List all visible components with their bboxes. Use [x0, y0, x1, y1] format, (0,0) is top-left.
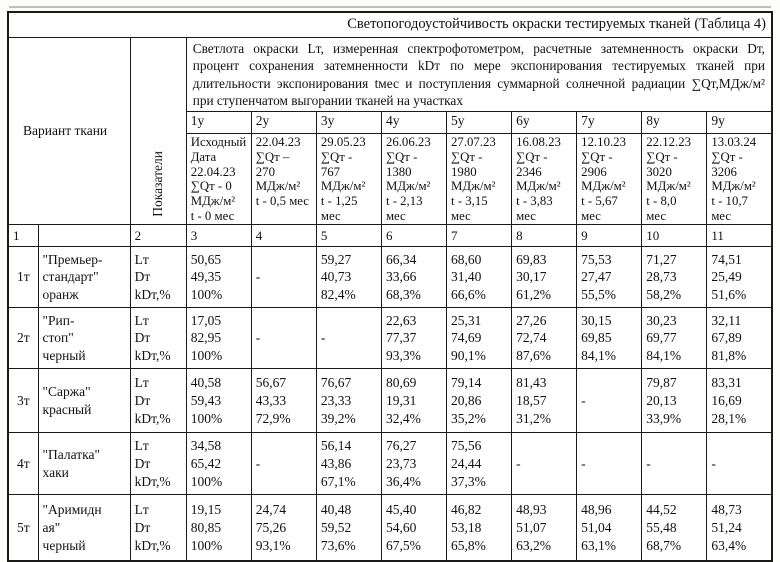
value-cell: 48,73 51,24 63,4%: [707, 495, 772, 561]
value-cell: -: [707, 433, 772, 495]
table-row: [8, 433, 772, 495]
value-cell: 68,60 31,40 66,6%: [447, 247, 512, 308]
value-cell: -: [251, 247, 316, 308]
table-row: [8, 247, 772, 308]
value-cell: 22,63 77,37 93,3%: [381, 308, 446, 369]
table-row: [8, 495, 772, 561]
value-cell: 34,58 65,42 100%: [186, 433, 251, 495]
value-cell: 17,05 82,95 100%: [186, 308, 251, 369]
column-number: 7: [447, 225, 512, 247]
fabric-lightfastness-table: [7, 11, 773, 562]
variant-id: 1т: [8, 247, 38, 308]
site-label: 8у: [642, 112, 707, 134]
value-cell: -: [251, 433, 316, 495]
indicators-column-header: [130, 38, 186, 225]
value-cell: 56,14 43,86 67,1%: [316, 433, 381, 495]
indicator-labels: Lт Dт kDт,%: [130, 495, 186, 561]
column-number: 6: [381, 225, 446, 247]
variant-column-header: Вариант ткани: [8, 38, 130, 225]
site-detail: 13.03.24 ∑Qт - 3206 МДж/м² t - 10,7 мес: [707, 134, 772, 225]
column-number: 10: [642, 225, 707, 247]
variant-name: "Палатка" хаки: [38, 433, 130, 495]
value-cell: 44,52 55,48 68,7%: [642, 495, 707, 561]
site-label: 2у: [251, 112, 316, 134]
variant-name: "Аримидн ая" черный: [38, 495, 130, 561]
site-label: 5у: [447, 112, 512, 134]
site-label: 7у: [577, 112, 642, 134]
value-cell: 56,67 43,33 72,9%: [251, 369, 316, 433]
column-number: 9: [577, 225, 642, 247]
indicator-labels: Lт Dт kDт,%: [130, 247, 186, 308]
site-detail: 27.07.23 ∑Qт - 1980 МДж/м² t - 3,15 мес: [447, 134, 512, 225]
variant-id: 3т: [8, 369, 38, 433]
value-cell: 74,51 25,49 51,6%: [707, 247, 772, 308]
value-cell: 79,87 20,13 33,9%: [642, 369, 707, 433]
column-number: 1: [8, 225, 38, 247]
site-label: 3у: [316, 112, 381, 134]
value-cell: 79,14 20,86 35,2%: [447, 369, 512, 433]
value-cell: 75,56 24,44 37,3%: [447, 433, 512, 495]
value-cell: 75,53 27,47 55,5%: [577, 247, 642, 308]
value-cell: 27,26 72,74 87,6%: [512, 308, 577, 369]
column-number: 2: [130, 225, 186, 247]
value-cell: 46,82 53,18 65,8%: [447, 495, 512, 561]
variant-id: 4т: [8, 433, 38, 495]
site-detail: 12.10.23 ∑Qт - 2906 МДж/м² t - 5,67 мес: [577, 134, 642, 225]
value-cell: 69,83 30,17 61,2%: [512, 247, 577, 308]
value-cell: 24,74 75,26 93,1%: [251, 495, 316, 561]
column-number: 4: [251, 225, 316, 247]
column-number: 11: [707, 225, 772, 247]
value-cell: 48,96 51,04 63,1%: [577, 495, 642, 561]
value-cell: 71,27 28,73 58,2%: [642, 247, 707, 308]
site-detail: 22.04.23 ∑Qт – 270 МДж/м² t - 0,5 мес: [251, 134, 316, 225]
column-numbers-row: [8, 225, 772, 247]
site-detail: 26.06.23 ∑Qт - 1380 МДж/м² t - 2,13 мес: [381, 134, 446, 225]
indicator-labels: Lт Dт kDт,%: [130, 308, 186, 369]
site-label: 6у: [512, 112, 577, 134]
value-cell: 19,15 80,85 100%: [186, 495, 251, 561]
value-cell: -: [577, 433, 642, 495]
indicator-labels: Lт Dт kDт,%: [130, 369, 186, 433]
site-label: 4у: [381, 112, 446, 134]
title-row: [8, 12, 772, 38]
variant-id: 2т: [8, 308, 38, 369]
value-cell: 50,65 49,35 100%: [186, 247, 251, 308]
scan-artifact-line: [9, 6, 771, 8]
variant-id: 5т: [8, 495, 38, 561]
value-cell: -: [316, 308, 381, 369]
variant-name: "Премьер- стандарт" оранж: [38, 247, 130, 308]
value-cell: 25,31 74,69 90,1%: [447, 308, 512, 369]
value-cell: 30,23 69,77 84,1%: [642, 308, 707, 369]
table-row: [8, 308, 772, 369]
value-cell: -: [642, 433, 707, 495]
column-number: 5: [316, 225, 381, 247]
value-cell: 48,93 51,07 63,2%: [512, 495, 577, 561]
indicator-labels: Lт Dт kDт,%: [130, 433, 186, 495]
variant-name: "Рип- стоп" черный: [38, 308, 130, 369]
variant-name: "Саржа" красный: [38, 369, 130, 433]
column-number: [38, 225, 130, 247]
site-detail: 22.12.23 ∑Qт - 3020 МДж/м² t - 8,0 мес: [642, 134, 707, 225]
table-title: Светопогодоустойчивость окраски тестируемых тканей (Таблица 4): [8, 12, 772, 38]
measurement-description: Светлота окраски Lт, измеренная спектрофотометром, расчетные затемненность окраски Dт, процент сохранения затемненности kDт по мере экспонирования тестируемых тканей при длительности экспонирования tмес и поступления суммарной солнечной радиации ∑Qт,МДж/м² при ступенчатом выгорании тканей на участках: [186, 38, 772, 112]
value-cell: 32,11 67,89 81,8%: [707, 308, 772, 369]
value-cell: 45,40 54,60 67,5%: [381, 495, 446, 561]
value-cell: -: [577, 369, 642, 433]
column-number: 8: [512, 225, 577, 247]
column-number: 3: [186, 225, 251, 247]
site-label: 1у: [186, 112, 251, 134]
value-cell: 80,69 19,31 32,4%: [381, 369, 446, 433]
site-detail: Исходный Дата 22.04.23 ∑Qт - 0 МДж/м² t - 0 мес: [186, 134, 251, 225]
value-cell: 40,48 59,52 73,6%: [316, 495, 381, 561]
value-cell: 59,27 40,73 82,4%: [316, 247, 381, 308]
value-cell: -: [251, 308, 316, 369]
site-detail: 29.05.23 ∑Qт - 767 МДж/м² t - 1,25 мес: [316, 134, 381, 225]
value-cell: 83,31 16,69 28,1%: [707, 369, 772, 433]
site-label: 9у: [707, 112, 772, 134]
value-cell: 40,58 59,43 100%: [186, 369, 251, 433]
value-cell: 66,34 33,66 68,3%: [381, 247, 446, 308]
value-cell: 76,27 23,73 36,4%: [381, 433, 446, 495]
indicators-vertical-label: Показатели: [150, 151, 166, 218]
value-cell: 81,43 18,57 31,2%: [512, 369, 577, 433]
value-cell: -: [512, 433, 577, 495]
site-detail: 16.08.23 ∑Qт - 2346 МДж/м² t - 3,83 мес: [512, 134, 577, 225]
value-cell: 76,67 23,33 39,2%: [316, 369, 381, 433]
value-cell: 30,15 69,85 84,1%: [577, 308, 642, 369]
table-row: [8, 369, 772, 433]
